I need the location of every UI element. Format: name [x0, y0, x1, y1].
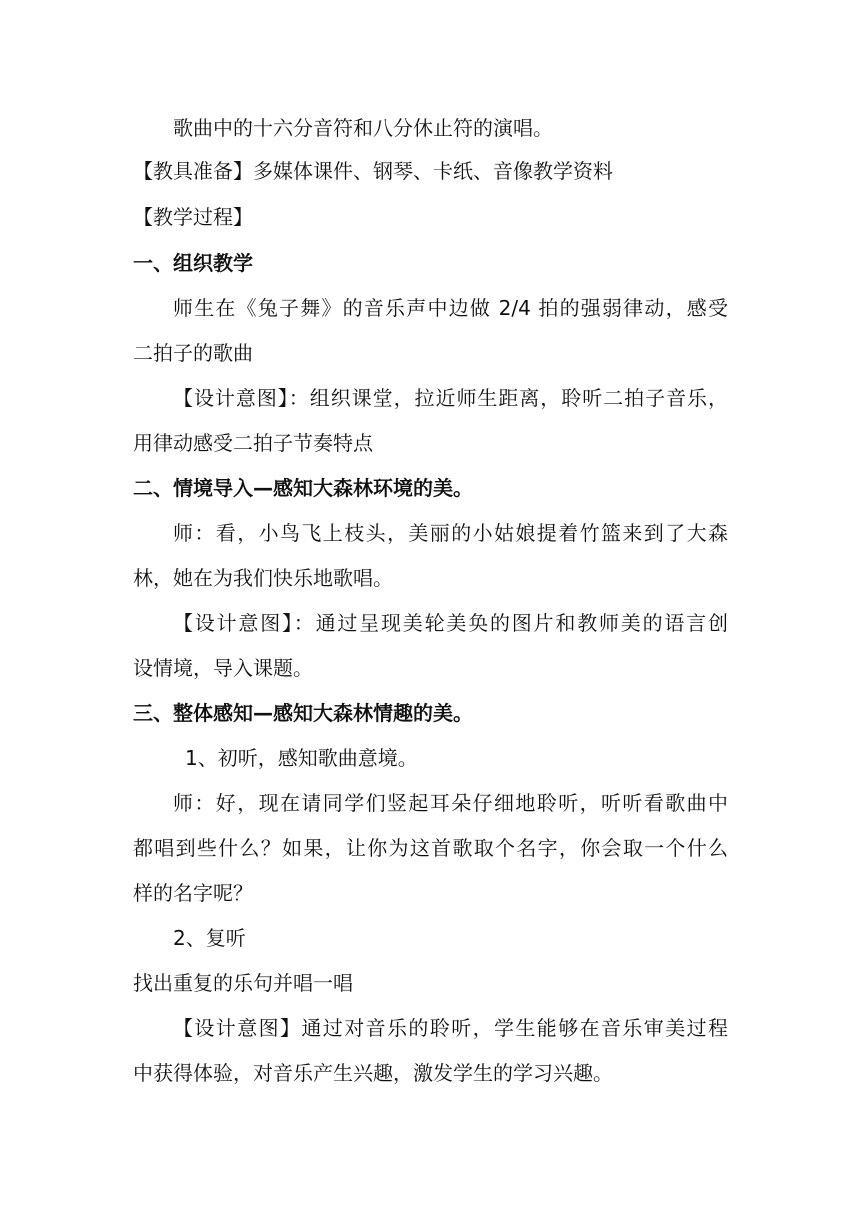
paragraph-line: 师：好，现在请同学们竖起耳朵仔细地聆听，听听看歌曲中	[173, 791, 728, 815]
teaching-process-heading: 【教学过程】	[133, 205, 253, 229]
section-heading-1: 一、组织教学	[133, 251, 253, 275]
section-heading-3: 三、整体感知—感知大森林情趣的美。	[133, 701, 473, 725]
paragraph-line: 林，她在为我们快乐地歌唱。	[133, 566, 393, 590]
design-intent-line: 【设计意图】：组织课堂，拉近师生距离，聆听二拍子音乐，	[173, 386, 728, 410]
paragraph-line: 都唱到些什么？如果，让你为这首歌取个名字，你会取一个什么	[133, 836, 728, 860]
paragraph-line: 样的名字呢？	[133, 881, 253, 905]
sub-heading-2: 2、复听	[173, 926, 246, 950]
section-heading-2: 二、情境导入—感知大森林环境的美。	[133, 476, 473, 500]
paragraph-line: 用律动感受二拍子节奏特点	[133, 431, 373, 455]
design-intent-line: 【设计意图】通过对音乐的聆听，学生能够在音乐审美过程	[173, 1016, 728, 1040]
paragraph-line: 二拍子的歌曲	[133, 341, 253, 365]
design-intent-line: 【设计意图】：通过呈现美轮美奂的图片和教师美的语言创	[173, 611, 728, 635]
paragraph-line: 师：看，小鸟飞上枝头，美丽的小姑娘提着竹篮来到了大森	[173, 521, 728, 545]
paragraph-line: 设情境，导入课题。	[133, 656, 313, 680]
sub-heading-1: 1、初听，感知歌曲意境。	[185, 746, 418, 770]
paragraph-line: 找出重复的乐句并唱一唱	[133, 971, 353, 995]
paragraph-line: 歌曲中的十六分音符和八分休止符的演唱。	[173, 116, 553, 140]
paragraph-line: 中获得体验，对音乐产生兴趣，激发学生的学习兴趣。	[133, 1061, 613, 1085]
teaching-aids-line: 【教具准备】多媒体课件、钢琴、卡纸、音像教学资料	[133, 159, 613, 183]
paragraph-line: 师生在《兔子舞》的音乐声中边做 2/4 拍的强弱律动，感受	[173, 296, 728, 320]
